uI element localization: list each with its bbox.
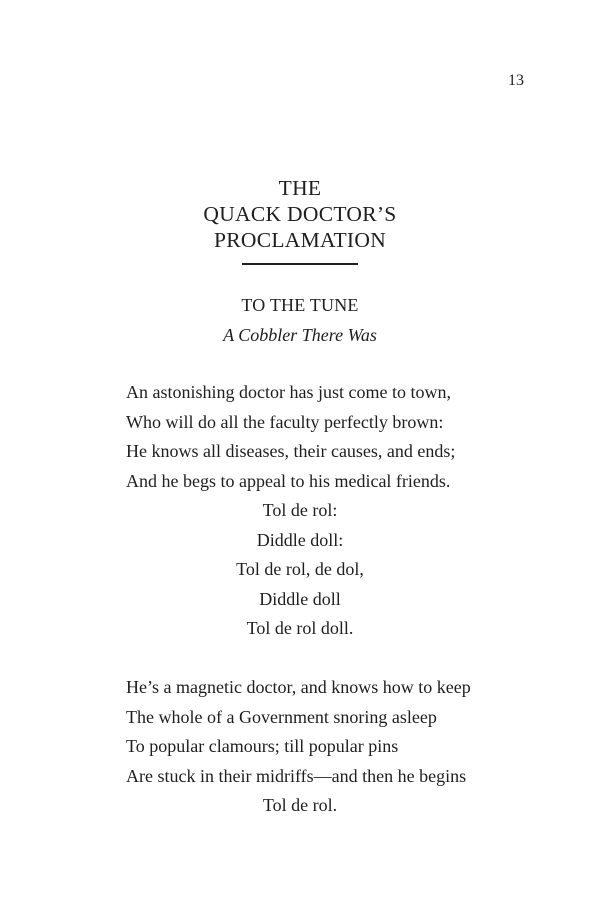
verse-line: The whole of a Government snoring asleep	[126, 706, 437, 727]
verse-line: He knows all diseases, their causes, and ends;	[126, 441, 456, 461]
refrain-line: Diddle doll:	[256, 529, 344, 550]
page-number: 13	[508, 72, 524, 89]
verse-line: Who will do all the faculty perfectly brown:	[126, 411, 444, 432]
tune-label: TO THE TUNE	[241, 295, 359, 315]
verse-line: To popular clamours; till popular pins	[126, 736, 399, 756]
tune-name: A Cobbler There Was	[223, 325, 377, 345]
title-line: QUACK DOCTOR’S	[203, 202, 397, 226]
poem-title	[0, 175, 600, 253]
title-line: THE	[278, 176, 322, 200]
stanza-2	[126, 673, 526, 821]
verse-line: Are stuck in their midriffs—and then he begins	[126, 765, 467, 786]
refrain-line: Tol de rol doll.	[246, 618, 354, 638]
verse-line: He’s a magnetic doctor, and knows how to keep	[126, 677, 471, 697]
title-divider	[242, 263, 358, 265]
refrain-line: Tol de rol.	[262, 795, 338, 815]
verse-line: An astonishing doctor has just come to town,	[126, 382, 451, 402]
refrain-line: Diddle doll	[259, 588, 341, 609]
verse-line: And he begs to appeal to his medical friends.	[126, 470, 451, 491]
refrain-line: Tol de rol, de dol,	[236, 559, 364, 579]
stanza-1	[126, 378, 526, 644]
title-line: PROCLAMATION	[213, 228, 387, 252]
refrain-line: Tol de rol:	[262, 500, 338, 520]
